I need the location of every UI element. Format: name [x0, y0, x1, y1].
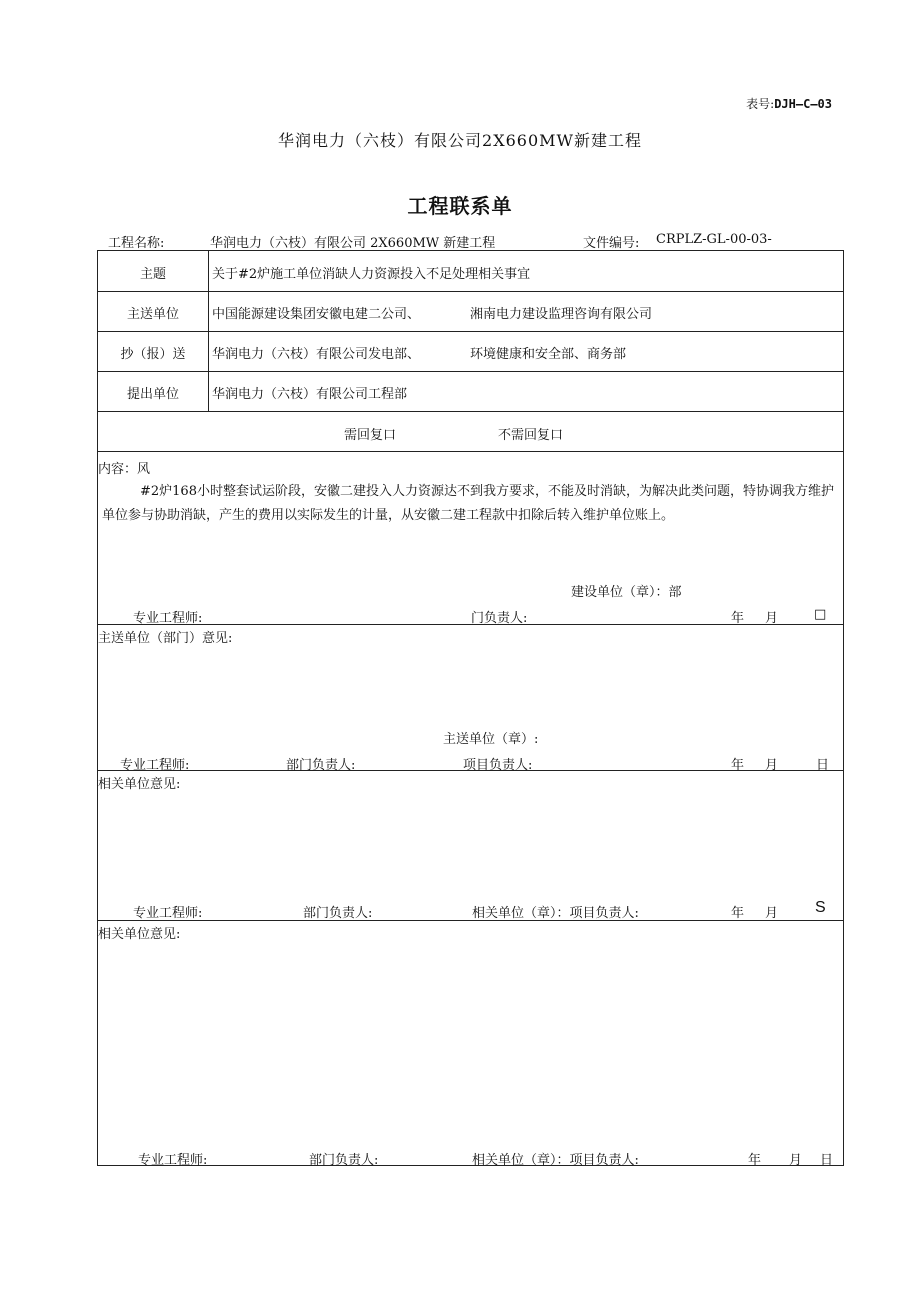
related-opinion-1-engineer: 专业工程师: [133, 906, 203, 921]
reply-needed-option[interactable]: 需回复口 [344, 428, 397, 443]
related-opinion-2-dept-head: 部门负责人: [309, 1153, 379, 1168]
related-opinion-1-label: 相关单位意见: [98, 777, 181, 792]
content-day-mark: □ [814, 607, 827, 622]
cc-value-1: 华润电力（六枝）有限公司发电部、 [212, 347, 421, 362]
main-opinion-day: 日 [816, 758, 830, 773]
content-body: #2炉168小时整套试运阶段，安徽二建投入人力资源达不到我方要求，不能及时消缺，为解决此类问题，特协调我方维护单位参与协助消缺，产生的费用以实际发生的计量，从安徽二建工程款中扣除后转入维护单位账上。 [102, 484, 834, 523]
subject-label: 主题 [139, 267, 166, 282]
related-opinion-1-stamp-head: 相关单位（章）：项目负责人: [472, 906, 639, 921]
issuer-label: 提出单位 [126, 387, 179, 402]
form-number [746, 95, 832, 112]
main-opinion-label: 主送单位（部门）意见: [98, 631, 233, 646]
document-title: 工程联系单 [407, 194, 513, 218]
content-unit-stamp: 建设单位（章）：部 [571, 585, 682, 600]
main-opinion-project-head: 项目负责人: [463, 758, 533, 773]
project-name-value: 华润电力（六枝）有限公司 2X660MW 新建工程 [210, 236, 496, 251]
related-opinion-2-engineer: 专业工程师: [138, 1153, 208, 1168]
related-opinion-2-year: 年 [748, 1153, 762, 1168]
main-recipient-value-1: 中国能源建设集团安徽电建二公司、 [212, 307, 421, 322]
file-number-label: 文件编号: [583, 236, 640, 251]
related-opinion-1-month: 月 [765, 906, 779, 921]
related-opinion-2-day: 日 [820, 1153, 834, 1168]
content-year: 年 [731, 611, 745, 626]
main-recipient-value-2: 湘南电力建设监理咨询有限公司 [470, 307, 653, 322]
reply-not-needed-option[interactable]: 不需回复口 [498, 428, 564, 443]
subject-value: 关于#2炉施工单位消缺人力资源投入不足处理相关事宜 [212, 267, 531, 282]
issuer-value: 华润电力（六枝）有限公司工程部 [212, 387, 408, 402]
main-opinion-dept-head: 部门负责人: [286, 758, 356, 773]
form-number-value: DJH—C—03 [774, 97, 832, 111]
related-opinion-2-month: 月 [789, 1153, 803, 1168]
related-opinion-1-dept-head: 部门负责人: [303, 906, 373, 921]
content-dept-head: 门负责人: [471, 611, 528, 626]
related-opinion-1-year: 年 [731, 906, 745, 921]
main-recipient-label: 主送单位 [126, 307, 179, 322]
related-opinion-2-stamp-head: 相关单位（章）：项目负责人: [472, 1153, 639, 1168]
file-number-value: CRPLZ-GL-00-03- [656, 232, 772, 247]
related-opinion-1-day: S [815, 899, 826, 916]
related-opinion-2-label: 相关单位意见: [98, 927, 181, 942]
content-month: 月 [765, 611, 779, 626]
main-opinion-engineer: 专业工程师: [120, 758, 190, 773]
project-title: 华润电力（六枝）有限公司2X660MW新建工程 [278, 131, 642, 150]
cc-label: 抄（报）送 [120, 347, 186, 362]
main-opinion-month: 月 [765, 758, 779, 773]
contact-form-table [97, 250, 844, 1166]
content-label: 内容：风 [98, 462, 151, 477]
main-opinion-year: 年 [731, 758, 745, 773]
main-opinion-stamp: 主送单位（章）: [443, 732, 539, 747]
form-number-label: 表号: [746, 97, 775, 111]
project-name-label: 工程名称: [108, 236, 165, 251]
cc-value-2: 环境健康和安全部、商务部 [470, 347, 627, 362]
content-engineer: 专业工程师: [133, 611, 203, 626]
